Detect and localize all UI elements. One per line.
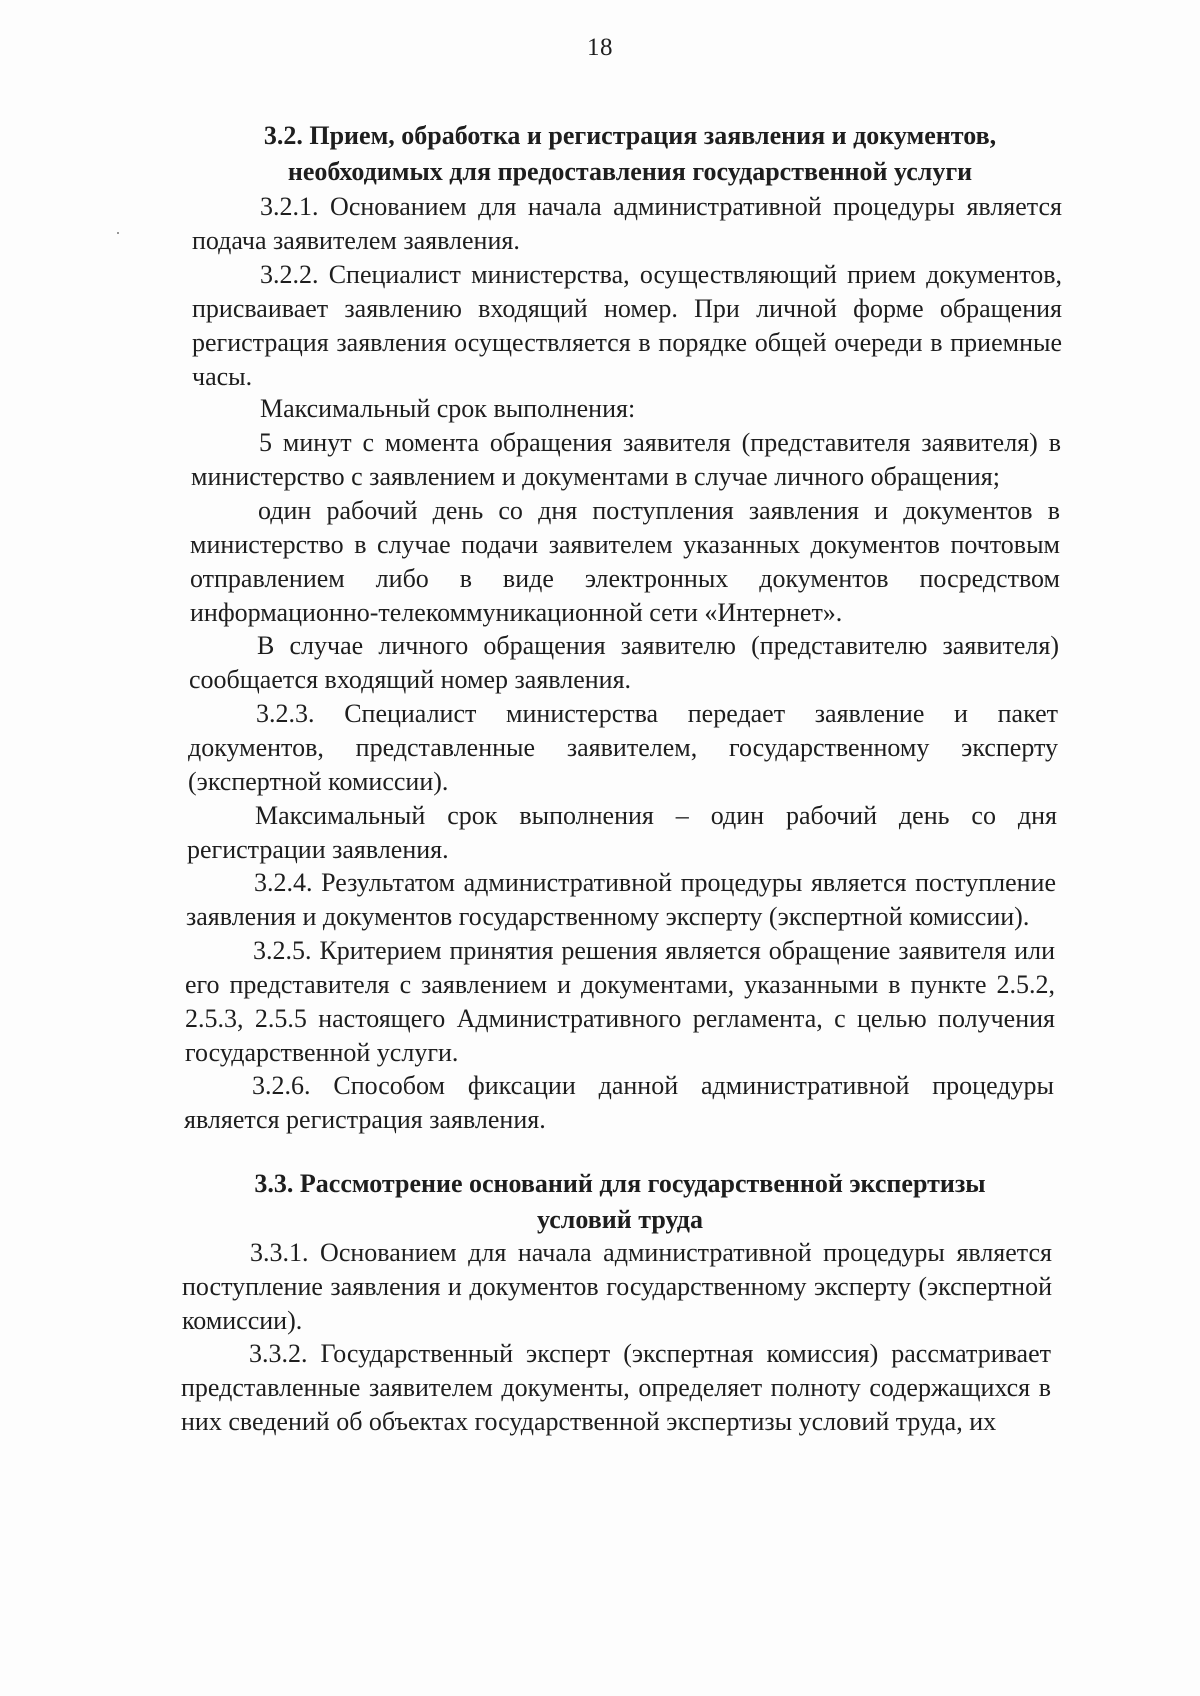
- paragraph: 5 минут с момента обращения заявителя (представителя заявителя) в министерство с заявлением и документами в случае личного обращения;: [191, 428, 1061, 491]
- paragraph: Максимальный срок выполнения:: [260, 394, 636, 423]
- heading-line: 3.3. Рассмотрение оснований для государственной экспертизы: [254, 1169, 986, 1198]
- paragraph: 3.3.1. Основанием для начала административной процедуры является поступление заявления и документов государственному эксперту (экспертной комиссии).: [182, 1238, 1052, 1335]
- heading-line: условий труда: [537, 1205, 703, 1234]
- section-heading: [180, 1166, 1060, 1238]
- paragraph: один рабочий день со дня поступления заявления и документов в министерство в случае подачи заявителем указанных документов почтовым отправлением либо в виде электронных документов посредством информационно-телекоммуникационной сети «Интернет».: [190, 496, 1060, 627]
- paragraph: 3.2.6. Способом фиксации данной административной процедуры является регистрация заявления.: [184, 1071, 1054, 1134]
- scan-speck: [117, 232, 119, 234]
- heading-line: 3.2. Прием, обработка и регистрация заявления и документов,: [263, 121, 997, 150]
- paragraph: 3.2.3. Специалист министерства передает заявление и пакет документов, представленные заявителем, государственному эксперту (экспертной комиссии).: [188, 699, 1058, 796]
- section-heading: [190, 118, 1070, 190]
- paragraph: 3.3.2. Государственный эксперт (экспертная комиссия) рассматривает представленные заявителем документы, определяет полноту содержащихся в них сведений об объектах государственной экспертизы условий труда, их: [181, 1339, 1051, 1436]
- paragraph: Максимальный срок выполнения – один рабочий день со дня регистрации заявления.: [187, 801, 1057, 864]
- paragraph: 3.2.5. Критерием принятия решения является обращение заявителя или его представителя с заявлением и документами, указанными в пункте 2.5.2, 2.5.3, 2.5.5 настоящего Административного регламента, с целью получения государственной услуги.: [185, 936, 1055, 1067]
- page-number: 18: [587, 34, 613, 61]
- paragraph: 3.2.1. Основанием для начала административной процедуры является подача заявителем заявления.: [192, 192, 1062, 255]
- heading-line: необходимых для предоставления государственной услуги: [287, 157, 973, 186]
- paragraph: 3.2.4. Результатом административной процедуры является поступление заявления и документов государственному эксперту (экспертной комиссии).: [186, 868, 1056, 931]
- paragraph: 3.2.2. Специалист министерства, осуществляющий прием документов, присваивает заявлению входящий номер. При личной форме обращения регистрация заявления осуществляется в порядке общей очереди в приемные часы.: [192, 260, 1062, 391]
- paragraph: В случае личного обращения заявителю (представителю заявителя) сообщается входящий номер заявления.: [189, 631, 1059, 694]
